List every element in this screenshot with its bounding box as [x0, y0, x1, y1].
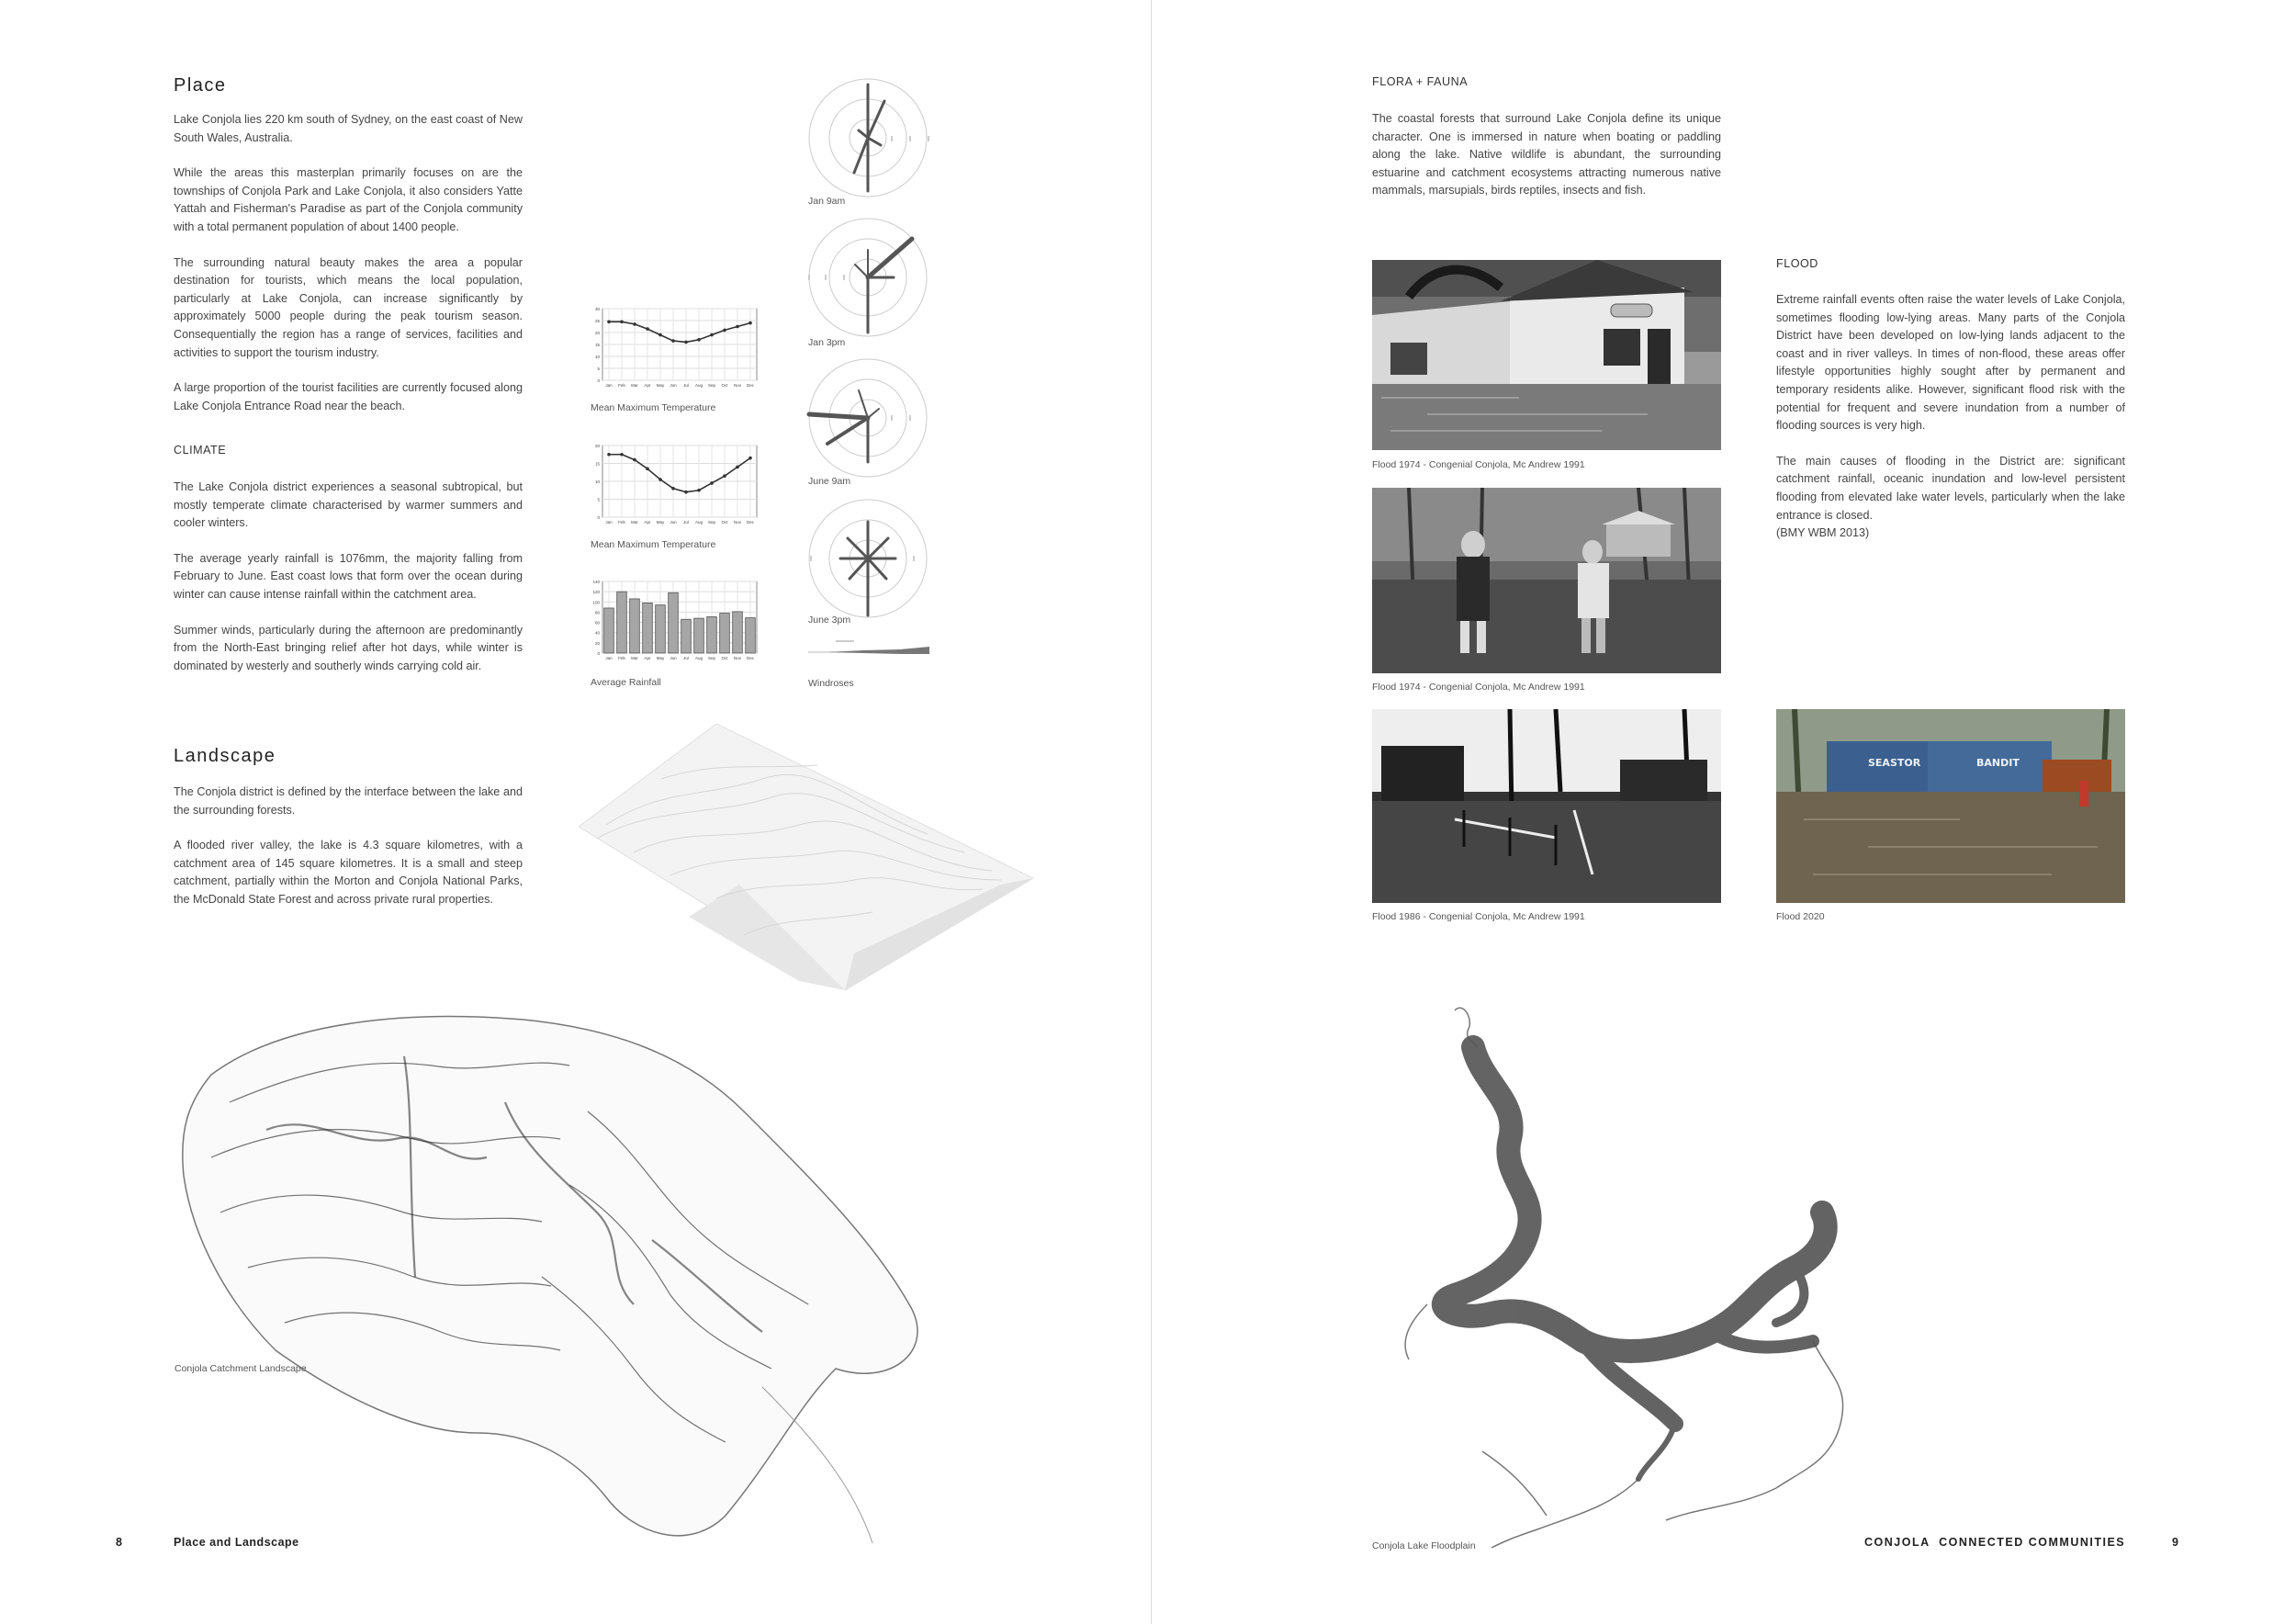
- data-point: [697, 489, 701, 492]
- data-point: [607, 453, 611, 457]
- y-tick-label: 20: [594, 331, 600, 335]
- bar: [669, 592, 679, 653]
- x-tick-label: Dec: [746, 656, 755, 660]
- isometric-terrain-model: [579, 724, 1033, 990]
- x-tick-label: Jun: [670, 383, 677, 388]
- place-paragraph: While the areas this masterplan primarily focuses on are the townships of Conjola Park and Lake Conjola, it also considers Yatte Yattah and Fisherman's Paradise as part of the Conjola community with a total permanent population of about 1400 people.: [174, 166, 523, 233]
- y-tick-label: 40: [594, 630, 600, 636]
- x-tick-label: Apr: [644, 656, 651, 660]
- place-text: [174, 111, 523, 433]
- x-tick-label: Mar: [631, 383, 638, 388]
- windrose-june-9am: [804, 354, 932, 482]
- windrose-legend-scale: [808, 639, 929, 658]
- y-tick-label: 20: [594, 640, 600, 646]
- person-figure: [2079, 781, 2088, 806]
- y-tick-label: 15: [594, 461, 600, 467]
- container-sign-text: SEASTOR: [1868, 757, 1921, 769]
- data-point: [723, 329, 726, 333]
- x-tick-label: Nov: [733, 520, 742, 524]
- data-point: [710, 481, 714, 485]
- flood-photo-1974-house: [1372, 260, 1721, 450]
- flood-photo-caption: Flood 1974 - Congenial Conjola, Mc Andrew 1991: [1372, 682, 1585, 693]
- y-tick-label: 25: [594, 319, 600, 323]
- temp-chart-2: [588, 440, 762, 532]
- x-tick-label: Mar: [631, 656, 638, 660]
- x-tick-label: Feb: [618, 383, 625, 388]
- flora-fauna-text: The coastal forests that surround Lake Conjola define its unique character. One is immersed in nature when boating or paddling along the lake. Native wildlife is abundant, the surrounding estuarine and catchment ecosystems attracting numerous native mammals, marsupials, birds reptiles, insects and fish.: [1372, 112, 1721, 197]
- bar: [694, 618, 704, 653]
- temp-chart-1: [588, 303, 762, 395]
- data-point: [620, 321, 624, 324]
- bar: [630, 599, 640, 653]
- flood-heading: FLOOD: [1776, 257, 1818, 270]
- y-tick-label: 120: [592, 590, 600, 595]
- x-tick-label: Apr: [644, 520, 651, 524]
- climate-paragraph: The Lake Conjola district experiences a seasonal subtropical, but mostly temperate climate characterised by warmer summers and cooler winters.: [174, 480, 523, 530]
- x-tick-label: Feb: [618, 520, 625, 524]
- y-tick-label: 0: [597, 515, 600, 520]
- lake-floodplain-map: [1372, 992, 1923, 1552]
- x-tick-label: Jan: [605, 656, 613, 660]
- floodplain-map-caption: Conjola Lake Floodplain: [1372, 1540, 1476, 1551]
- x-tick-label: Jul: [683, 656, 689, 660]
- flood-paragraph: The main causes of flooding in the District are: significant catchment rainfall, oceanic inundation and low-level persistent flooding from elevated lake water levels, particularly when the lake entrance is closed.: [1776, 454, 2125, 522]
- flora-fauna-heading: FLORA + FAUNA: [1372, 75, 1469, 88]
- climate-text: [174, 479, 523, 693]
- temp-chart-1-caption: Mean Maximum Temperature: [591, 402, 716, 413]
- data-point: [671, 339, 675, 343]
- y-tick-label: 5: [597, 367, 600, 371]
- x-tick-label: Jun: [670, 656, 677, 660]
- windrose-caption: Jan 3pm: [808, 337, 846, 348]
- flood-paragraph: Extreme rainfall events often raise the water levels of Lake Conjola, sometimes flooding low-lying areas. Many parts of the Conjola District have been developed on low-lying lands adjacent to the coast and in river valleys. In times of non-flood, these areas offer lifestyle opportunities highly sought after by permanent and temporary residents alike. However, significant flood risk with the potential for frequent and severe inundation from a number of flooding sources is very high.: [1776, 293, 2125, 433]
- y-tick-label: 100: [592, 600, 600, 605]
- x-tick-label: Apr: [644, 383, 651, 388]
- place-paragraph: Lake Conjola lies 220 km south of Sydney, on the east coast of New South Wales, Australia.: [174, 113, 523, 144]
- x-tick-label: Aug: [694, 656, 703, 660]
- flood-photo-1986: [1372, 709, 1721, 903]
- landscape-paragraph: A flooded river valley, the lake is 4.3 square kilometres, with a catchment area of 145 square kilometres. It is a small and steep catchment, partially within the Morton and Conjola National Parks, the McDonald State Forest and across private rural properties.: [174, 839, 523, 906]
- x-tick-label: May: [656, 656, 665, 660]
- x-tick-label: Aug: [694, 383, 703, 388]
- bar: [643, 603, 653, 653]
- flood-photo-caption: Flood 1986 - Congenial Conjola, Mc Andrew 1991: [1372, 911, 1585, 922]
- x-tick-label: Jul: [683, 383, 689, 388]
- data-point: [646, 327, 649, 331]
- x-tick-label: Oct: [721, 656, 728, 660]
- flood-photo-caption: Flood 1974 - Congenial Conjola, Mc Andrew 1991: [1372, 459, 1585, 470]
- y-tick-label: 0: [597, 651, 600, 656]
- footer-title-right: CONJOLA CONNECTED COMMUNITIES: [1864, 1536, 2126, 1549]
- data-point: [633, 322, 636, 326]
- data-point: [684, 491, 688, 494]
- landscape-paragraph: The Conjola district is defined by the interface between the lake and the surrounding forests.: [174, 785, 523, 817]
- x-tick-label: Dec: [746, 383, 755, 388]
- data-point: [697, 338, 701, 342]
- windrose-caption: Jan 9am: [808, 196, 846, 207]
- bar: [604, 608, 614, 653]
- x-tick-label: May: [656, 383, 665, 388]
- landscape-text: [174, 784, 523, 927]
- windrose-caption: June 3pm: [808, 615, 851, 626]
- rainfall-chart-caption: Average Rainfall: [591, 677, 661, 688]
- flood-photo-1974-people: [1372, 488, 1721, 673]
- place-paragraph: A large proportion of the tourist facilities are currently focused along Lake Conjola Entrance Road near the beach.: [174, 381, 523, 412]
- climate-heading: CLIMATE: [174, 444, 227, 457]
- y-tick-label: 15: [594, 343, 600, 347]
- flood-text: [1776, 291, 2125, 543]
- climate-paragraph: The average yearly rainfall is 1076mm, the majority falling from February to June. East coast lows that form over the ocean during winter can cause intense rainfall within the catchment area.: [174, 551, 523, 601]
- x-tick-label: Nov: [733, 656, 742, 660]
- data-point: [607, 321, 611, 324]
- x-tick-label: May: [656, 520, 665, 524]
- data-point: [658, 333, 662, 337]
- data-point: [620, 453, 624, 457]
- x-tick-label: Jan: [605, 383, 613, 388]
- windrose-jan-9am: [804, 73, 932, 202]
- x-tick-label: Sep: [707, 656, 716, 660]
- windrose-jan-3pm: [804, 213, 932, 342]
- x-tick-label: Nov: [733, 383, 742, 388]
- bar: [707, 616, 717, 653]
- y-tick-label: 10: [594, 355, 600, 359]
- data-point: [710, 333, 714, 337]
- data-point: [736, 325, 739, 329]
- data-point: [684, 341, 688, 344]
- data-point: [748, 321, 752, 325]
- y-tick-label: 5: [597, 497, 600, 502]
- place-heading: Place: [174, 75, 227, 96]
- y-tick-label: 80: [594, 610, 600, 615]
- bar: [746, 618, 756, 653]
- place-paragraph: The surrounding natural beauty makes the area a popular destination for tourists, which means the local population, particularly at Lake Conjola, can increase significantly by approximately 5000 people during the peak tourism season. Consequentially the region has a range of services, facilities and activities to support the tourism industry.: [174, 255, 523, 359]
- data-point: [658, 478, 662, 481]
- x-tick-label: Jan: [605, 520, 613, 524]
- windroses-caption: Windroses: [808, 678, 854, 689]
- temp-chart-2-caption: Mean Maximum Temperature: [591, 539, 716, 550]
- x-tick-label: Sep: [707, 383, 716, 388]
- x-tick-label: Oct: [721, 383, 728, 388]
- flood-photo-caption: Flood 2020: [1776, 911, 1825, 922]
- page-number-left: 8: [116, 1536, 123, 1549]
- bar: [720, 614, 730, 653]
- x-tick-label: Jun: [670, 520, 677, 524]
- footer-title-left: Place and Landscape: [174, 1536, 299, 1549]
- data-point: [633, 458, 636, 462]
- data-point: [671, 487, 675, 491]
- page-spread-divider: [1151, 0, 1152, 1624]
- windrose-june-3pm: [804, 494, 932, 623]
- y-tick-label: 30: [594, 307, 600, 311]
- flood-citation: (BMY WBM 2013): [1776, 526, 1870, 540]
- container-sign-text: BANDIT: [1976, 757, 2020, 769]
- x-tick-label: Dec: [746, 520, 755, 524]
- y-tick-label: 60: [594, 620, 600, 626]
- x-tick-label: Aug: [694, 520, 703, 524]
- y-tick-label: 10: [594, 479, 600, 484]
- flood-photo-2020: [1776, 709, 2125, 903]
- bar: [733, 612, 743, 653]
- x-tick-label: Mar: [631, 520, 638, 524]
- y-tick-label: 20: [594, 444, 600, 448]
- data-point: [736, 466, 739, 469]
- data-point: [646, 468, 649, 471]
- page-number-right: 9: [2172, 1536, 2179, 1549]
- y-tick-label: 0: [597, 378, 600, 383]
- x-tick-label: Jul: [683, 520, 689, 524]
- data-point: [748, 457, 752, 460]
- data-point: [723, 474, 726, 478]
- windrose-caption: June 9am: [808, 476, 851, 487]
- catchment-landscape-map: [174, 1001, 1001, 1552]
- x-tick-label: Feb: [618, 656, 625, 660]
- bar: [681, 619, 692, 653]
- bar: [656, 605, 666, 653]
- landscape-heading: Landscape: [174, 746, 276, 766]
- rainfall-chart: [588, 576, 762, 668]
- x-tick-label: Sep: [707, 520, 716, 524]
- y-tick-label: 140: [592, 580, 600, 584]
- x-tick-label: Oct: [721, 520, 728, 524]
- climate-paragraph: Summer winds, particularly during the afternoon are predominantly from the North-East bringing relief after hot days, while winter is dominated by westerly and southerly winds carrying cold air.: [174, 623, 523, 672]
- catchment-map-caption: Conjola Catchment Landscape: [174, 1363, 307, 1374]
- bar: [617, 592, 627, 653]
